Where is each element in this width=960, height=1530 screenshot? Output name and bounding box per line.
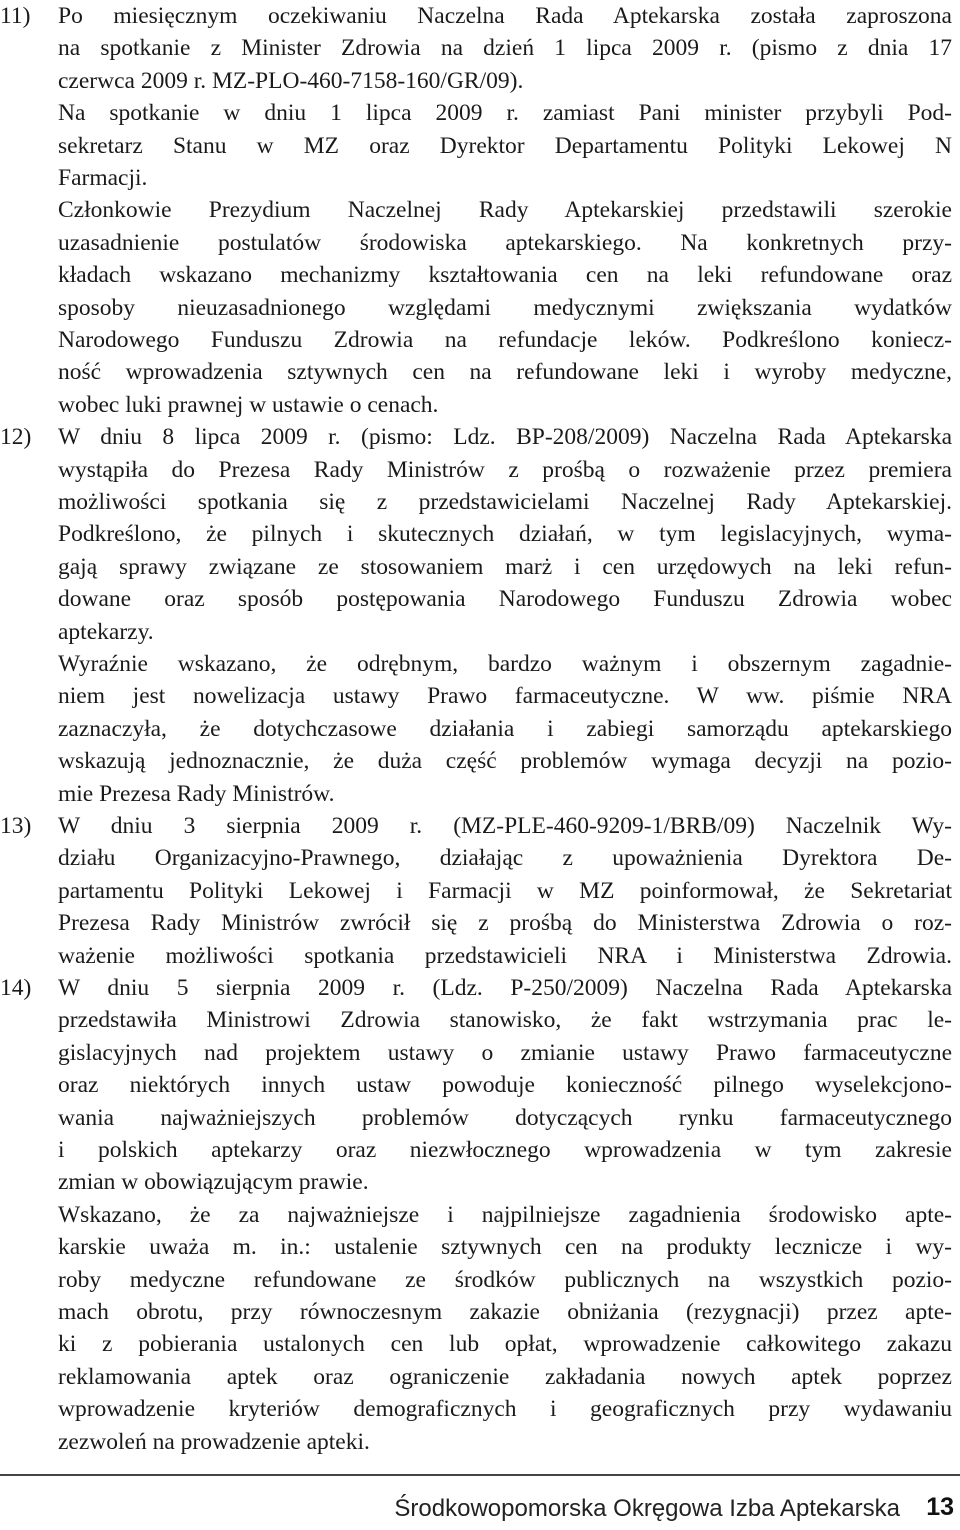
footer-divider bbox=[0, 1474, 960, 1476]
text-line bbox=[0, 1426, 960, 1458]
text-line bbox=[0, 810, 960, 842]
text-line bbox=[0, 551, 960, 583]
text-line bbox=[0, 292, 960, 324]
line-text: W dniu 8 lipca 2009 r. (pismo: Ldz. BP-208/2009) Naczelna Rada Aptekarska bbox=[58, 424, 952, 451]
text-line bbox=[0, 745, 960, 777]
text-line bbox=[0, 875, 960, 907]
line-text: na spotkanie z Minister Zdrowia na dzień 1 lipca 2009 r. (pismo z dnia 17 bbox=[58, 35, 952, 62]
text-line bbox=[0, 1328, 960, 1360]
line-text: Na spotkanie w dniu 1 lipca 2009 r. zamiast Pani minister przybyli Pod- bbox=[58, 100, 952, 127]
line-text: roby medyczne refundowane ze środków publicznych na wszystkich pozio- bbox=[58, 1266, 952, 1293]
line-text: W dniu 5 sierpnia 2009 r. (Ldz. P-250/2009) Naczelna Rada Aptekarska bbox=[58, 975, 952, 1001]
line-text: partamentu Polityki Lekowej i Farmacji w MZ poinformował, że Sekretariat bbox=[58, 877, 952, 904]
text-line bbox=[0, 1166, 960, 1198]
text-line bbox=[0, 1004, 960, 1036]
line-text: dowane oraz sposób postępowania Narodowego Funduszu Zdrowia wobec bbox=[58, 586, 952, 613]
text-line bbox=[0, 680, 960, 712]
text-line bbox=[0, 32, 960, 64]
text-line bbox=[0, 1037, 960, 1069]
line-text: wprowadzenie kryteriów demograficznych i geograficznych przy wydawaniu bbox=[58, 1396, 952, 1423]
text-line bbox=[0, 1069, 960, 1101]
line-text: niem jest nowelizacja ustawy Prawo farmaceutyczne. W ww. piśmie NRA bbox=[58, 683, 952, 710]
text-line bbox=[0, 972, 960, 1004]
text-line bbox=[0, 65, 960, 97]
list-item-number: 11) bbox=[0, 3, 31, 29]
text-line bbox=[0, 1361, 960, 1393]
line-text: reklamowania aptek oraz ograniczenie zakładania nowych aptek poprzez bbox=[58, 1363, 952, 1390]
text-line bbox=[0, 1264, 960, 1296]
text-line bbox=[0, 486, 960, 518]
text-line bbox=[0, 1231, 960, 1263]
text-line bbox=[0, 454, 960, 486]
text-line bbox=[0, 356, 960, 388]
line-text: gislacyjnych nad projektem ustawy o zmianie ustawy Prawo farmaceutyczne bbox=[58, 1039, 952, 1066]
line-text: możliwości spotkania się z przedstawicielami Naczelnej Rady Aptekarskiej. bbox=[58, 489, 952, 515]
page-number: 13 bbox=[926, 1493, 954, 1521]
list-item-number: 14) bbox=[0, 975, 32, 1001]
line-text: Narodowego Funduszu Zdrowia na refundacje leków. Podkreślono koniecz- bbox=[58, 327, 952, 353]
line-text: zmian w obowiązującym prawie. bbox=[58, 1169, 369, 1196]
text-line bbox=[0, 162, 960, 194]
line-text: kładach wskazano mechanizmy kształtowania cen na leki refundowane oraz bbox=[58, 262, 952, 289]
line-text: ki z pobierania ustalonych cen lub opłat, wprowadzenie całkowitego zakazu bbox=[58, 1331, 952, 1358]
text-line bbox=[0, 97, 960, 129]
line-text: przedstawiła Ministrowi Zdrowia stanowisko, że fakt wstrzymania prac le- bbox=[58, 1007, 952, 1034]
line-text: Farmacji. bbox=[58, 165, 148, 191]
line-text: Podkreślono, że pilnych i skutecznych działań, w tym legislacyjnych, wyma- bbox=[58, 521, 952, 548]
text-line bbox=[0, 583, 960, 615]
line-text: gają sprawy związane ze stosowaniem marż i cen urzędowych na leki refun- bbox=[58, 553, 952, 580]
line-text: aptekarzy. bbox=[58, 618, 154, 645]
text-line bbox=[0, 778, 960, 810]
line-text: W dniu 3 sierpnia 2009 r. (MZ-PLE-460-9209-1/BRB/09) Naczelnik Wy- bbox=[58, 813, 952, 839]
text-line bbox=[0, 648, 960, 680]
text-line bbox=[0, 421, 960, 453]
text-line bbox=[0, 907, 960, 939]
line-text: wania najważniejszych problemów dotyczących rynku farmaceutycznego bbox=[58, 1104, 952, 1131]
text-line bbox=[0, 616, 960, 648]
line-text: Wyraźnie wskazano, że odrębnym, bardzo ważnym i obszernym zagadnie- bbox=[58, 651, 952, 677]
line-text: Po miesięcznym oczekiwaniu Naczelna Rada Aptekarska została zaproszona bbox=[58, 3, 952, 29]
line-text: wobec luki prawnej w ustawie o cenach. bbox=[58, 391, 439, 418]
list-item-number: 12) bbox=[0, 424, 32, 451]
line-text: karskie uważa m. in.: ustalenie sztywnych cen na produkty lecznicze i wy- bbox=[58, 1234, 952, 1261]
text-line bbox=[0, 1393, 960, 1425]
footer-publisher: Środkowopomorska Okręgowa Izba Aptekarska bbox=[394, 1495, 900, 1522]
text-line bbox=[0, 1102, 960, 1134]
line-text: mach obrotu, przy równoczesnym zakazie obniżania (rezygnacji) przez apte- bbox=[58, 1299, 952, 1325]
line-text: sposoby nieuzasadnionego względami medycznymi zwiększania wydatków bbox=[58, 294, 952, 321]
line-text: działu Organizacyjno-Prawnego, działając z upoważnienia Dyrektora De- bbox=[58, 845, 952, 872]
line-text: Członkowie Prezydium Naczelnej Rady Aptekarskiej przedstawili szerokie bbox=[58, 197, 952, 224]
text-line bbox=[0, 324, 960, 356]
line-text: wskazują jednoznacznie, że duża część problemów wymaga decyzji na pozio- bbox=[58, 748, 952, 775]
line-text: mie Prezesa Rady Ministrów. bbox=[58, 780, 335, 807]
line-text: oraz niektórych innych ustaw powoduje konieczność pilnego wyselekcjono- bbox=[58, 1072, 952, 1099]
text-line bbox=[0, 130, 960, 162]
line-text: sekretarz Stanu w MZ oraz Dyrektor Departamentu Polityki Lekowej N bbox=[58, 132, 952, 159]
text-line bbox=[0, 1199, 960, 1231]
text-line bbox=[0, 518, 960, 550]
text-line bbox=[0, 1134, 960, 1166]
line-text: wystąpiła do Prezesa Rady Ministrów z prośbą o rozważenie przez premiera bbox=[58, 456, 952, 483]
text-line bbox=[0, 713, 960, 745]
line-text: zezwoleń na prowadzenie apteki. bbox=[58, 1428, 370, 1455]
line-text: ważenie możliwości spotkania przedstawicieli NRA i Ministerstwa Zdrowia. bbox=[58, 942, 952, 969]
line-text: ność wprowadzenia sztywnych cen na refundowane leki i wyroby medyczne, bbox=[58, 359, 952, 386]
text-line bbox=[0, 0, 960, 32]
text-line bbox=[0, 259, 960, 291]
text-line bbox=[0, 940, 960, 972]
line-text: Wskazano, że za najważniejsze i najpilniejsze zagadnienia środowisko apte- bbox=[58, 1201, 952, 1228]
text-line bbox=[0, 1296, 960, 1328]
text-line bbox=[0, 227, 960, 259]
text-line bbox=[0, 194, 960, 226]
line-text: i polskich aptekarzy oraz niezwłocznego wprowadzenia w tym zakresie bbox=[58, 1137, 952, 1163]
list-item-number: 13) bbox=[0, 813, 32, 839]
line-text: uzasadnienie postulatów środowiska aptekarskiego. Na konkretnych przy- bbox=[58, 229, 952, 256]
text-line bbox=[0, 389, 960, 421]
text-line bbox=[0, 842, 960, 874]
line-text: Prezesa Rady Ministrów zwrócił się z prośbą do Ministerstwa Zdrowia o roz- bbox=[58, 910, 952, 937]
line-text: zaznaczyła, że dotychczasowe działania i zabiegi samorządu aptekarskiego bbox=[58, 715, 952, 742]
line-text: czerwca 2009 r. MZ-PLO-460-7158-160/GR/09). bbox=[58, 67, 524, 94]
